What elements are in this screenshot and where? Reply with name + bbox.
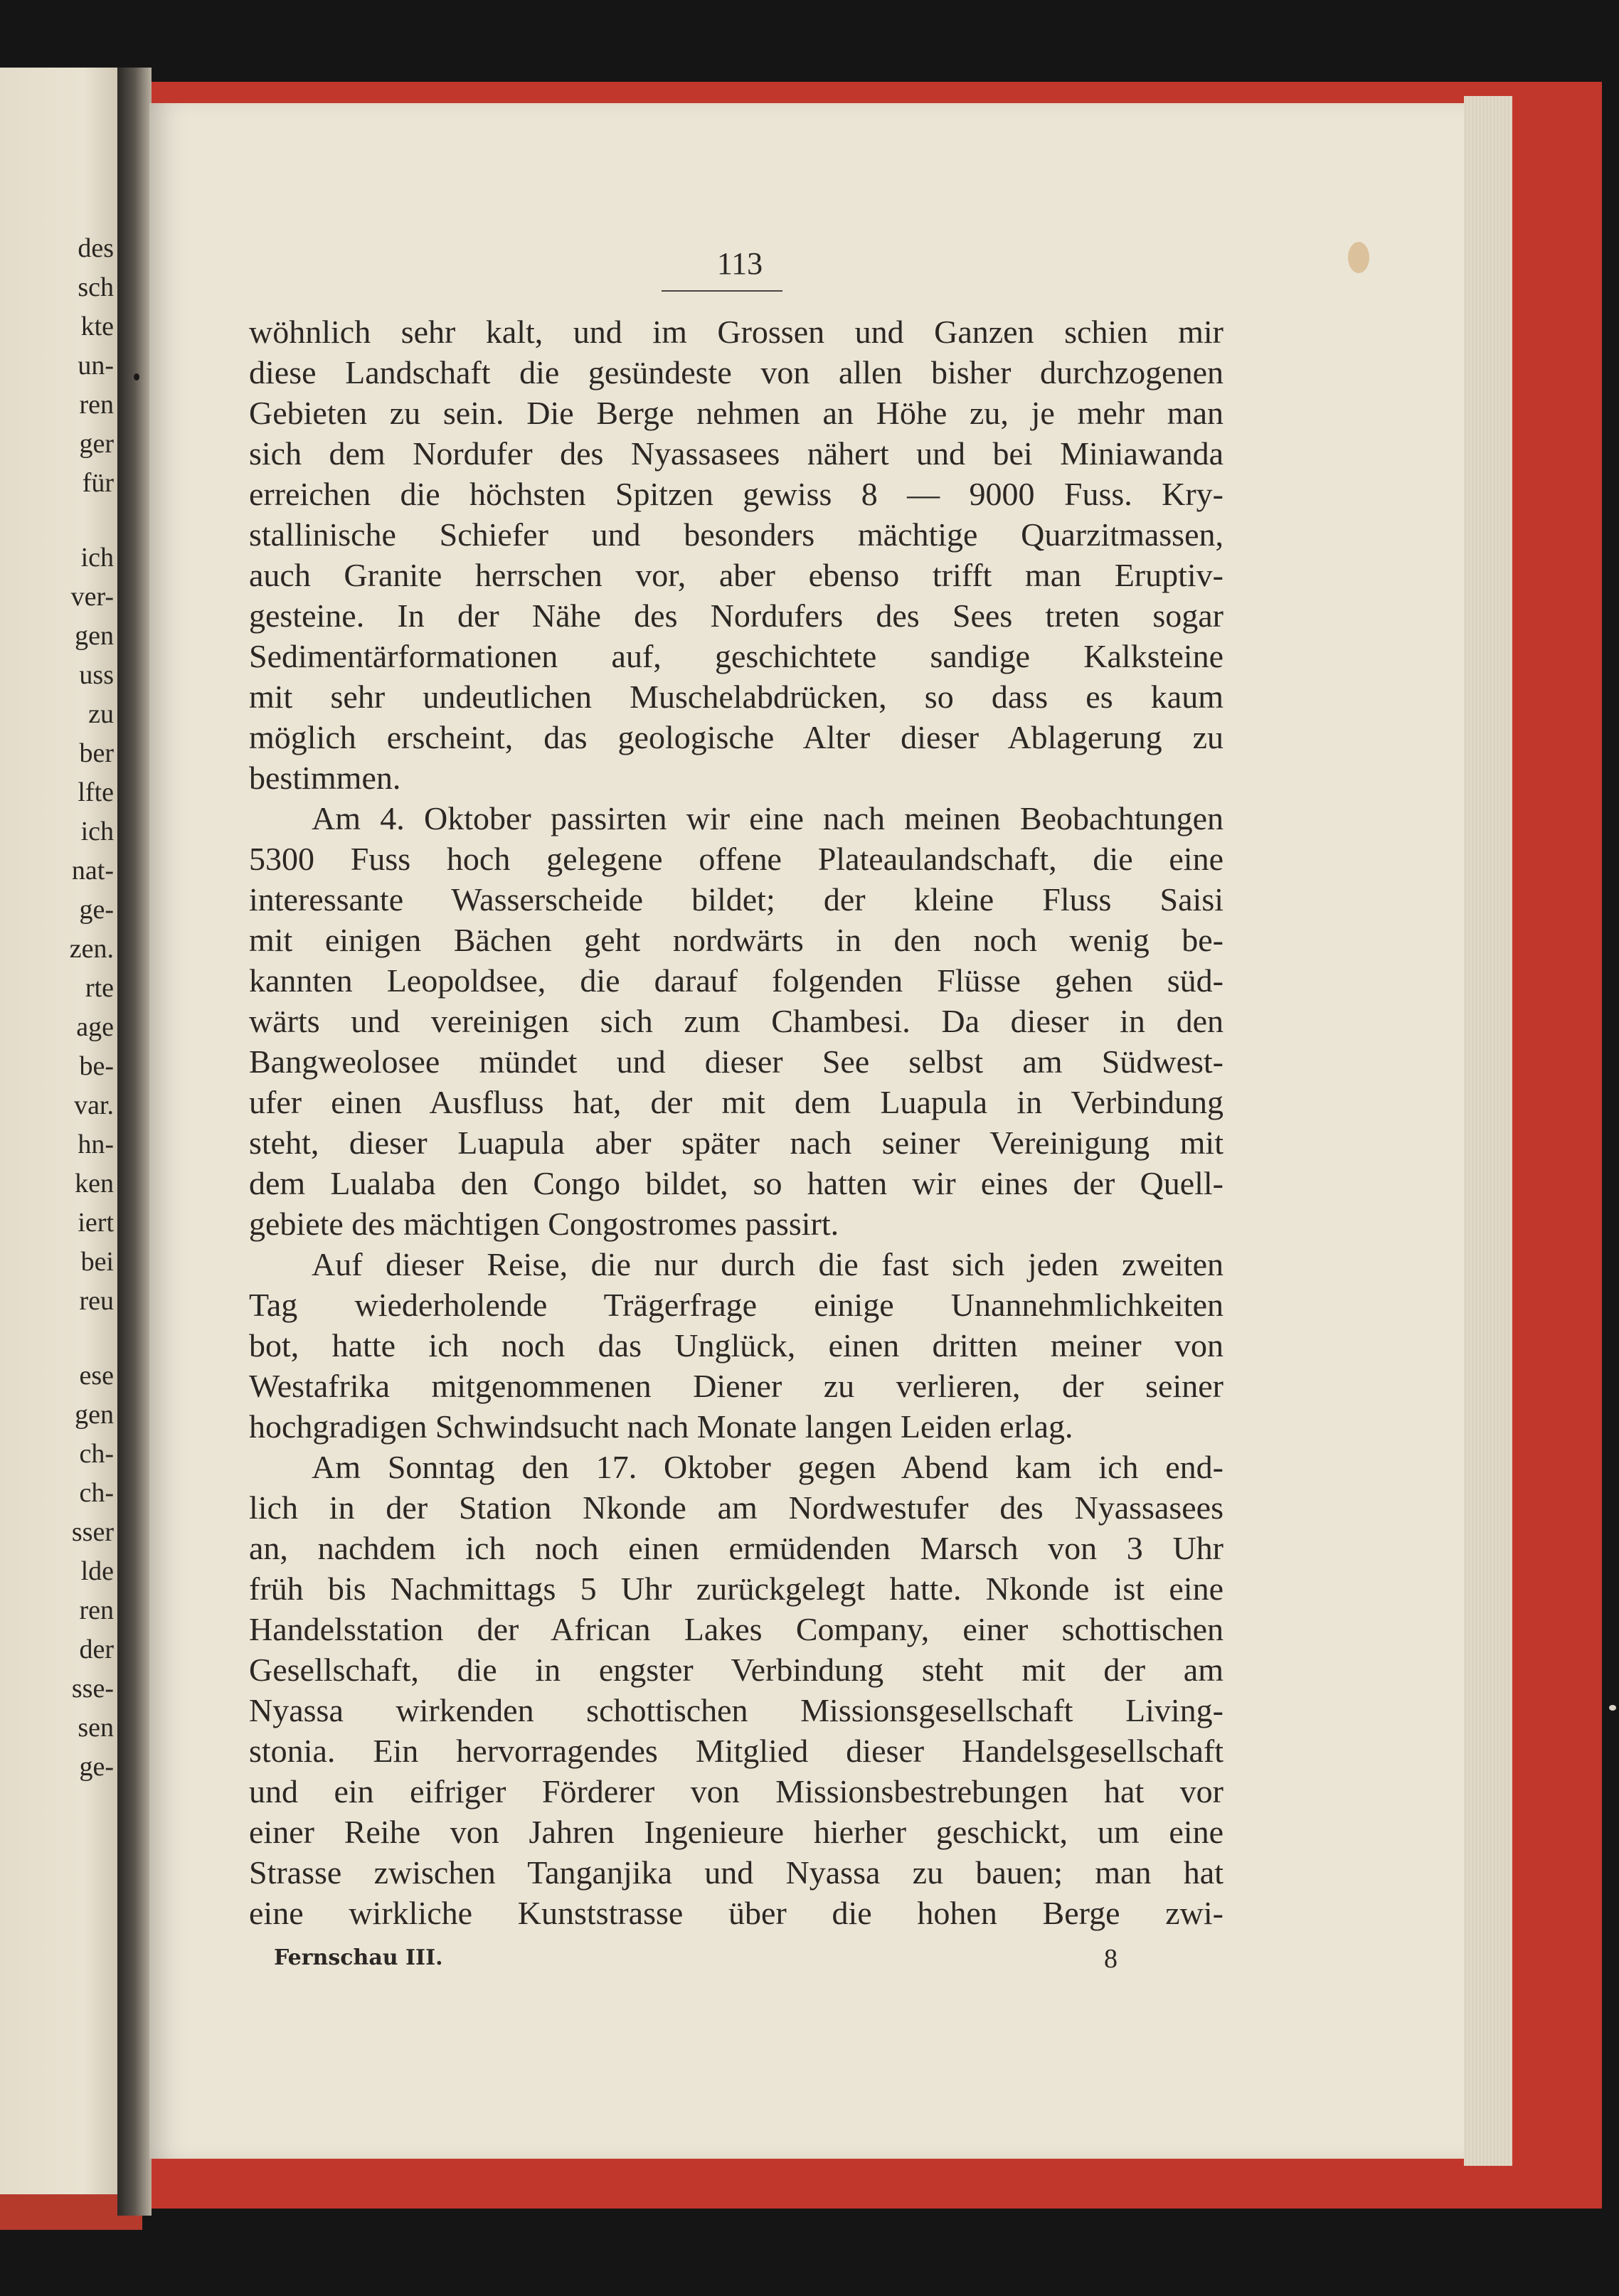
left-page-fragment: ber	[79, 738, 114, 768]
text-line: stonia. Ein hervorragendes Mitglied dieser Handelsgesellschaft	[249, 1733, 1223, 1769]
left-page-fragment: iert	[78, 1208, 114, 1238]
left-page-fragment: ge-	[79, 895, 114, 925]
left-page-fragment: ren	[79, 390, 114, 420]
text-line: diese Landschaft die gesündeste von allen bisher durchzogenen	[249, 354, 1223, 390]
text-line: mit sehr undeutlichen Muschelabdrücken, so dass es kaum	[249, 679, 1223, 715]
left-page-fragment: lfte	[78, 777, 114, 807]
text-line: Tag wiederholende Trägerfrage einige Unannehmlichkeiten	[249, 1287, 1223, 1323]
text-line: steht, dieser Luapula aber später nach seiner Vereinigung mit	[249, 1125, 1223, 1161]
left-page-fragment: gen	[75, 1400, 114, 1430]
left-page-edge	[0, 68, 120, 2201]
text-line: gesteine. In der Nähe des Nordufers des Sees treten sogar	[249, 597, 1223, 634]
left-page-fragment: ken	[75, 1169, 114, 1199]
text-line: Westafrika mitgenommenen Diener zu verlieren, der seiner	[249, 1368, 1223, 1404]
text-line: wärts und vereinigen sich zum Chambesi. Da dieser in den	[249, 1003, 1223, 1039]
left-page-fragment: ch-	[79, 1478, 114, 1508]
left-page-fragment: sse-	[71, 1674, 114, 1704]
text-line: eine wirkliche Kunststrasse über die hohen Berge zwi-	[249, 1895, 1223, 1931]
text-line: bestimmen.	[249, 760, 401, 796]
text-line: gebiete des mächtigen Congostromes passirt.	[249, 1206, 839, 1242]
left-page-fragment: kte	[80, 312, 114, 341]
left-page-fragment: zen.	[69, 934, 114, 964]
left-page-fragment: ich	[80, 543, 114, 573]
left-page-fragment: für	[82, 468, 114, 498]
page-number-rule	[662, 290, 782, 292]
text-line: Bangweolosee mündet und dieser See selbst am Südwest-	[249, 1043, 1223, 1080]
left-page-fragment: lde	[80, 1556, 114, 1586]
page-number: 113	[716, 246, 763, 281]
text-line: auch Granite herrschen vor, aber ebenso trifft man Eruptiv-	[249, 557, 1223, 593]
text-line: Gebieten zu sein. Die Berge nehmen an Höhe zu, je mehr man	[249, 395, 1223, 431]
left-page-fragment: nat-	[71, 856, 114, 886]
edge-mark	[1609, 1705, 1616, 1711]
text-line: Auf dieser Reise, die nur durch die fast sich jeden zweiten	[312, 1246, 1223, 1282]
left-page-fragment: sen	[78, 1713, 114, 1743]
left-page-fragment: bei	[80, 1247, 114, 1277]
left-page-fragment: ren	[79, 1595, 114, 1625]
text-line: interessante Wasserscheide bildet; der kleine Fluss Saisi	[249, 881, 1223, 918]
text-line: lich in der Station Nkonde am Nordwestufer des Nyassasees	[249, 1489, 1223, 1526]
left-page-fragment: sser	[71, 1517, 114, 1547]
left-page-fragment: un-	[78, 351, 114, 381]
footer-signature: Fernschau III.	[274, 1945, 443, 1970]
left-page-fragment: be-	[79, 1051, 114, 1081]
text-line: Am Sonntag den 17. Oktober gegen Abend kam ich end-	[312, 1449, 1223, 1485]
left-page-fragment: sch	[78, 272, 114, 302]
left-page-fragment: zu	[88, 699, 114, 729]
text-line: erreichen die höchsten Spitzen gewiss 8 — 9000 Fuss. Kry-	[249, 476, 1223, 512]
left-page-fragment: der	[79, 1635, 114, 1664]
left-page-fragment: var.	[74, 1090, 114, 1120]
left-page-fragment: ch-	[79, 1439, 114, 1469]
left-page-fragment: ver-	[70, 582, 114, 612]
binding-mark	[134, 373, 139, 381]
left-page-fragment: gen	[75, 621, 114, 651]
left-page-fragment: uss	[79, 660, 114, 690]
page-edges	[1464, 96, 1512, 2166]
left-page-fragment: ese	[79, 1361, 114, 1391]
gutter-shadow	[117, 68, 152, 2216]
text-line: und ein eifriger Förderer von Missionsbestrebungen hat vor	[249, 1773, 1223, 1809]
text-line: einer Reihe von Jahren Ingenieure hierher geschickt, um eine	[249, 1814, 1223, 1850]
text-line: Am 4. Oktober passirten wir eine nach meinen Beobachtungen	[312, 800, 1223, 836]
text-line: wöhnlich sehr kalt, und im Grossen und Ganzen schien mir	[249, 314, 1223, 350]
text-line: Handelsstation der African Lakes Company, einer schottischen	[249, 1611, 1223, 1647]
text-line: Sedimentärformationen auf, geschichtete sandige Kalksteine	[249, 638, 1223, 674]
text-line: kannten Leopoldsee, die darauf folgenden Flüsse gehen süd-	[249, 962, 1223, 999]
left-page-fragment: rte	[85, 973, 114, 1003]
text-line: ufer einen Ausfluss hat, der mit dem Luapula in Verbindung	[249, 1084, 1223, 1120]
left-page-fragment: reu	[79, 1286, 114, 1316]
left-page-fragment: age	[76, 1012, 114, 1042]
text-line: möglich erscheint, das geologische Alter dieser Ablagerung zu	[249, 719, 1223, 755]
text-line: Nyassa wirkenden schottischen Missionsgesellschaft Living-	[249, 1692, 1223, 1728]
left-page-fragment: ge-	[79, 1752, 114, 1782]
left-page-fragment: hn-	[78, 1130, 114, 1159]
body-text	[249, 312, 1223, 1933]
left-page-fragment: ger	[79, 429, 114, 459]
text-line: sich dem Nordufer des Nyassasees nähert und bei Miniawanda	[249, 435, 1223, 472]
text-line: mit einigen Bächen geht nordwärts in den noch wenig be-	[249, 922, 1223, 958]
text-line: 5300 Fuss hoch gelegene offene Plateaulandschaft, die eine	[249, 841, 1223, 877]
footer-sheet-number: 8	[1104, 1944, 1118, 1974]
text-line: stallinische Schiefer und besonders mächtige Quarzitmassen,	[249, 516, 1223, 553]
left-page-fragment: des	[78, 233, 114, 263]
left-page-fragment: ich	[80, 817, 114, 846]
text-line: dem Lualaba den Congo bildet, so hatten wir eines der Quell-	[249, 1165, 1223, 1201]
text-line: Gesellschaft, die in engster Verbindung steht mit der am	[249, 1652, 1223, 1688]
text-line: Strasse zwischen Tanganjika und Nyassa zu bauen; man hat	[249, 1854, 1223, 1891]
text-line: hochgradigen Schwindsucht nach Monate langen Leiden erlag.	[249, 1408, 1073, 1445]
text-line: bot, hatte ich noch das Unglück, einen dritten meiner von	[249, 1327, 1223, 1364]
text-line: an, nachdem ich noch einen ermüdenden Marsch von 3 Uhr	[249, 1530, 1223, 1566]
text-line: früh bis Nachmittags 5 Uhr zurückgelegt hatte. Nkonde ist eine	[249, 1570, 1223, 1607]
